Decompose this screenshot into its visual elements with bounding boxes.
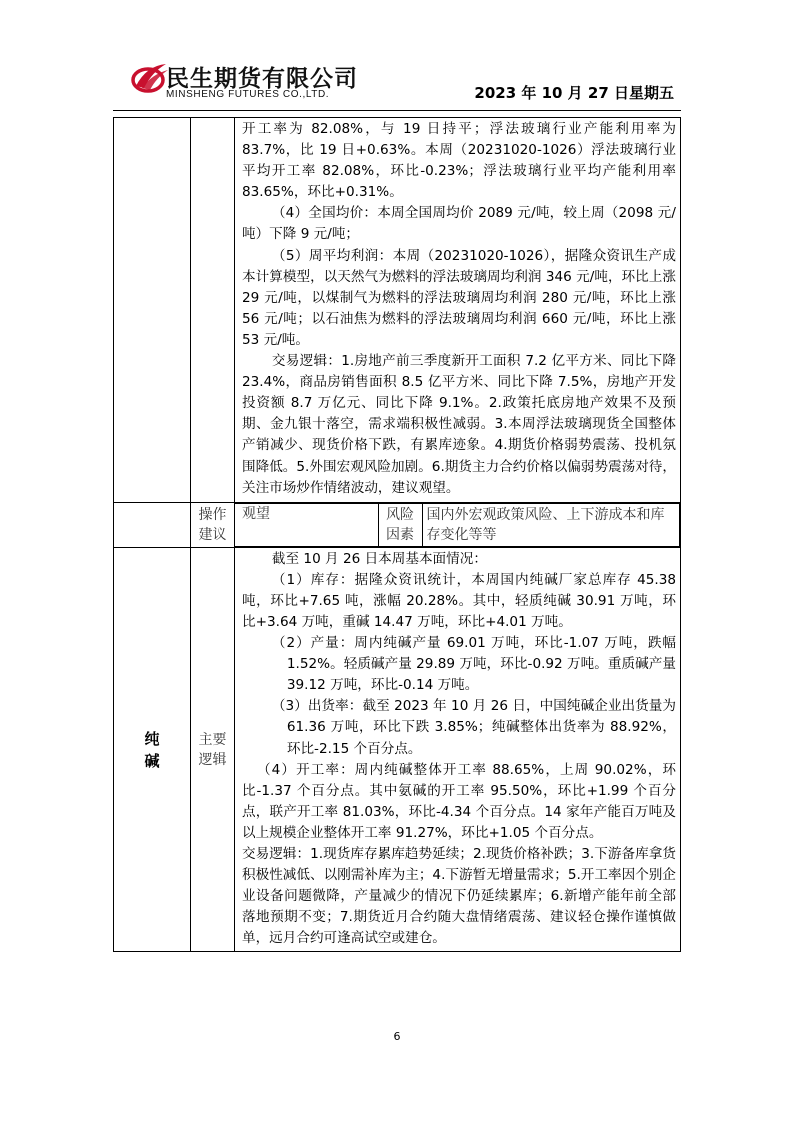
glass-sublabel-cell xyxy=(191,118,235,503)
header-divider xyxy=(113,110,681,111)
soda-category-cell xyxy=(114,547,191,952)
soda-row xyxy=(114,547,681,952)
soda-category-label: 纯碱 xyxy=(144,729,160,770)
soda-sublabel: 主要逻辑 xyxy=(198,731,227,768)
company-name-cn: 民生期货有限公司 xyxy=(166,66,358,92)
soda-sublabel-cell xyxy=(191,547,235,952)
soda-intro-text: 截至 10 月 26 日本周基本面情况： xyxy=(271,550,487,567)
glass-trade-logic-text: 交易逻辑：1.房地产前三季度新开工面积 7.2 亿平方米、同比下降 23.4%，商品房销售面积 8.5 亿平方米、同比下降 7.5%，房地产开发投资额 8.7 万亿元、同比下降 9.1%。2.政策托底房地产效果不及预期、金九银十落空，需求端积极性减弱。3.本周浮法玻璃现货全国整体产销减少、现货价格下跌，有累库迹象。4.期货价格弱势震荡、投机氛围降低。5.外围宏观风险加剧。6.期货主力合约价格以偏弱势震荡对待，关注市场炒作情绪波动，建议观望。 xyxy=(242,353,676,496)
glass-profit-text: （5）周平均利润：本周（20231020-1026），据隆众资讯生产成本计算模型，以天然气为燃料的浮法玻璃周均利润 346 元/吨，环比上涨 29 元/吨，以煤制气为燃料的浮法玻璃周均利润 280 元/吨，环比上涨 56 元/吨；以石油焦为燃料的浮法玻璃周均利润 660 元/吨，环比上涨 53 元/吨。 xyxy=(242,247,676,348)
page-number: 6 xyxy=(393,1030,401,1043)
risk-label: 风险因素 xyxy=(378,503,422,546)
soda-logic-cell xyxy=(235,547,681,952)
glass-logic-cell xyxy=(235,118,681,503)
glass-price-text: （4）全国均价：本周全国周均价 2089 元/吨，较上周（2098 元/吨）下降 9 元/吨； xyxy=(242,205,676,243)
company-name-en: MINSHENG FUTURES CO.,LTD. xyxy=(166,89,330,100)
risk-value: 国内外宏观政策风险、上下游成本和库存变化等等 xyxy=(422,503,680,546)
glass-category-cell xyxy=(114,118,191,503)
operation-risk-cell xyxy=(235,502,681,547)
soda-operating-text: （4）开工率：周内纯碱整体开工率 88.65%，上周 90.02%，环比-1.37 个百分点。其中氨碱的开工率 95.50%，环比+1.99 个百分点，联产开工率 81.03%，环比-4.34 个百分点。14 家年产能百万吨及以上规模企业整体开工率 91.27%，环比+1.05 个百分点。 xyxy=(242,761,676,841)
company-logo xyxy=(130,58,370,108)
operation-label-cell xyxy=(191,502,235,547)
soda-shipment-text: （3）出货率：截至 2023 年 10 月 26 日，中国纯碱企业出货量为 61.36 万吨，环比下跌 3.85%；纯碱整体出货率为 88.92%，环比-2.15 个百分点。 xyxy=(271,698,676,757)
minsheng-logo-icon xyxy=(130,58,170,98)
report-date: 2023 年 10 月 27 日星期五 xyxy=(474,84,674,102)
soda-output-text: （2）产量：周内纯碱产量 69.01 万吨，环比-1.07 万吨，跌幅 1.52%。轻质碱产量 29.89 万吨，环比-0.92 万吨。重质碱产量 39.12 万吨，环比-0.14 万吨。 xyxy=(271,635,676,694)
operation-value: 观望 xyxy=(235,503,378,546)
commodity-table xyxy=(113,117,681,952)
glass-operation-row xyxy=(114,502,681,547)
soda-inventory-text: （1）库存：据隆众资讯统计，本周国内纯碱厂家总库存 45.38 吨，环比+7.65 吨，涨幅 20.28%。其中，轻质纯碱 30.91 万吨，环比+3.64 万吨，重碱 14.47 万吨，环比+4.01 万吨。 xyxy=(242,571,676,630)
glass-logic-row xyxy=(114,118,681,503)
operation-label: 操作建议 xyxy=(198,506,227,543)
glass-utilization-text: 开工率为 82.08%，与 19 日持平；浮法玻璃行业产能利用率为 83.7%，比 19 日+0.63%。本周（20231020-1026）浮法玻璃行业平均开工率 82.08%，环比-0.23%；浮法玻璃行业平均产能利用率 83.65%，环比+0.31%。 xyxy=(242,121,676,201)
soda-trade-logic-text: 交易逻辑：1.现货库存累库趋势延续；2.现货价格补跌；3.下游备库拿货积极性减低、以刚需补库为主；4.下游暂无增量需求；5.开工率因个别企业设备问题微降，产量减少的情况下仍延续累库；6.新增产能年前全部落地预期不变；7.期货近月合约随大盘情绪震荡、建议轻仓操作谨慎做单，远月合约可逢高试空或建仓。 xyxy=(242,846,676,947)
